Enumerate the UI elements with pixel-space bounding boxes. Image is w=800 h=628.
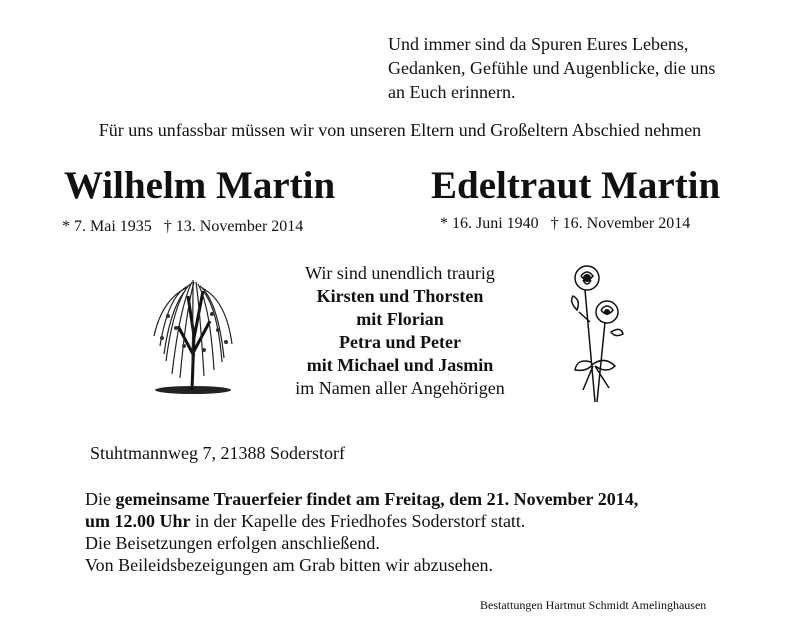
deceased-name-1: Wilhelm Martin [64,164,336,207]
mourners-block [250,262,550,400]
mourners-line: Petra und Peter [339,332,461,352]
service-info [85,488,638,576]
mourners-line: mit Michael und Jasmin [306,355,494,375]
address: Stuhtmannweg 7, 21388 Soderstorf [90,443,345,463]
intro-text: Für uns unfassbar müssen wir von unseren Eltern und Großeltern Abschied nehmen [98,120,702,140]
roses-icon [555,262,635,407]
service-text: Die [85,489,116,509]
mourners-line: Kirsten und Thorsten [316,286,484,306]
memorial-quote [388,32,788,104]
service-highlight: gemeinsame Trauerfeier findet am Freitag, dem 21. November 2014, [115,489,639,509]
service-time: um 12.00 Uhr [85,511,191,531]
service-text: Die Beisetzungen erfolgen anschließend. [85,533,380,553]
service-text: Von Beileidsbezeigungen am Grab bitten wir abzusehen. [85,555,494,575]
service-text: in der Kapelle des Friedhofes Soderstorf statt. [190,511,526,531]
mourners-line: Wir sind unendlich traurig [305,263,495,283]
quote-line: Gedanken, Gefühle und Augenblicke, die uns [388,58,716,78]
deceased-dates-1: * 7. Mai 1935 † 13. November 2014 [62,218,304,235]
mourners-line: mit Florian [356,309,444,329]
quote-line: an Euch erinnern. [388,82,516,102]
mourners-line: im Namen aller Angehörigen [295,378,505,398]
funeral-home-credit: Bestattungen Hartmut Schmidt Amelinghausen [480,598,707,612]
weeping-willow-icon [148,266,238,396]
deceased-dates-2: * 16. Juni 1940 † 16. November 2014 [440,215,691,232]
deceased-name-2: Edeltraut Martin [431,164,721,207]
quote-line: Und immer sind da Spuren Eures Lebens, [388,34,689,54]
